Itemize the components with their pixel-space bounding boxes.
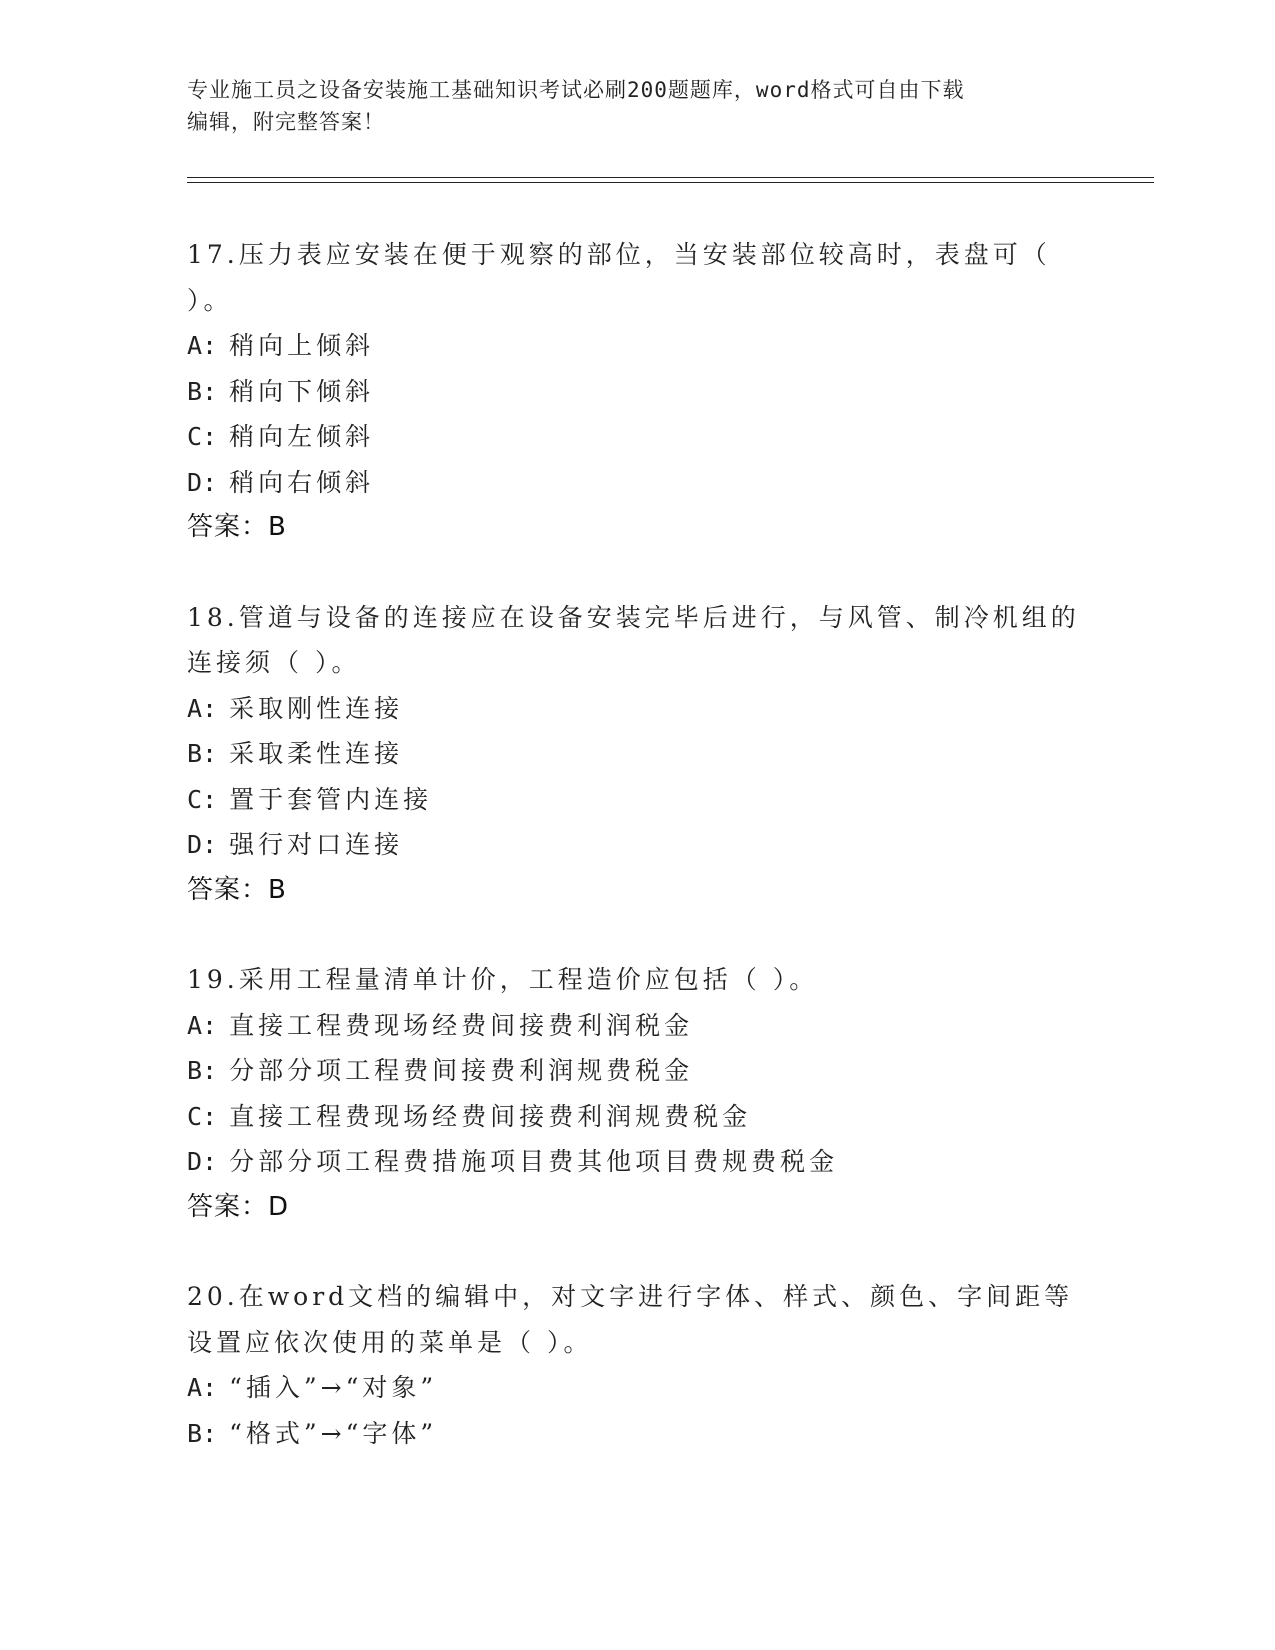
question-stem-line: 17.压力表应安装在便于观察的部位，当安装部位较高时，表盘可（	[187, 240, 1051, 269]
option-text: 采取刚性连接	[229, 693, 404, 723]
option-text: 直接工程费现场经费间接费利润规费税金	[229, 1101, 752, 1131]
question-18	[187, 595, 1087, 914]
option-text: 分部分项工程费间接费利润规费税金	[229, 1056, 694, 1085]
option-letter: C:	[187, 1101, 218, 1131]
option-letter: D:	[187, 1147, 218, 1176]
option-letter: A:	[187, 331, 218, 360]
option-b	[187, 369, 1087, 415]
question-stem-line: 设置应依次使用的菜单是（ ）。	[187, 1327, 593, 1357]
header-divider-bottom	[187, 182, 1154, 183]
option-letter: B:	[187, 376, 218, 406]
option-letter: D:	[187, 467, 218, 497]
option-text: 直接工程费现场经费间接费利润税金	[229, 1010, 694, 1040]
option-b	[187, 731, 1087, 777]
question-20	[187, 1274, 1087, 1456]
option-d	[187, 1139, 1087, 1185]
option-letter: B:	[187, 739, 218, 768]
option-text: 分部分项工程费措施项目费其他项目费规费税金	[229, 1147, 839, 1176]
option-a	[187, 323, 1087, 369]
option-text: “格式”→“字体”	[229, 1418, 438, 1448]
option-text: 稍向上倾斜	[229, 331, 375, 360]
option-c	[187, 414, 1087, 460]
answer-label: 答案：B	[187, 512, 287, 542]
option-b	[187, 1411, 1087, 1457]
header-title-line-1: 专业施工员之设备安装施工基础知识考试必刷200题题库，word格式可自由下载	[187, 78, 965, 102]
option-d	[187, 822, 1087, 868]
option-letter: C:	[187, 422, 218, 451]
question-stem-line: 18.管道与设备的连接应在设备安装完毕后进行，与风管、制冷机组的	[187, 602, 1080, 632]
header-divider-top	[187, 177, 1154, 178]
option-d	[187, 460, 1087, 506]
option-text: 稍向下倾斜	[229, 376, 375, 406]
option-a	[187, 1365, 1087, 1411]
question-list	[187, 232, 1087, 1500]
answer-label: 答案：D	[187, 1191, 290, 1222]
option-c	[187, 777, 1087, 823]
option-text: 采取柔性连接	[229, 739, 404, 768]
question-17	[187, 232, 1087, 551]
option-letter: D:	[187, 830, 218, 859]
option-c	[187, 1094, 1087, 1140]
option-letter: A:	[187, 693, 218, 723]
option-a	[187, 686, 1087, 732]
option-text: “插入”→“对象”	[229, 1373, 438, 1402]
option-letter: A:	[187, 1010, 218, 1040]
option-letter: B:	[187, 1056, 218, 1085]
option-text: 稍向左倾斜	[229, 422, 375, 451]
question-stem-line: 20.在word文档的编辑中，对文字进行字体、样式、颜色、字间距等	[187, 1282, 1074, 1311]
question-stem-line: 19.采用工程量清单计价，工程造价应包括（ ）。	[187, 965, 819, 994]
option-text: 强行对口连接	[229, 830, 404, 859]
option-text: 置于套管内连接	[229, 784, 433, 814]
question-stem-line: ）。	[187, 285, 233, 315]
option-text: 稍向右倾斜	[229, 467, 375, 497]
document-header	[187, 74, 1087, 138]
question-19	[187, 957, 1087, 1230]
option-b	[187, 1048, 1087, 1094]
option-letter: C:	[187, 784, 218, 814]
option-a	[187, 1003, 1087, 1049]
header-title-line-2: 编辑，附完整答案！	[187, 110, 385, 134]
option-letter: B:	[187, 1418, 218, 1448]
question-stem-line: 连接须（ ）。	[187, 648, 361, 677]
option-letter: A:	[187, 1373, 218, 1402]
answer-label: 答案：B	[187, 874, 287, 905]
